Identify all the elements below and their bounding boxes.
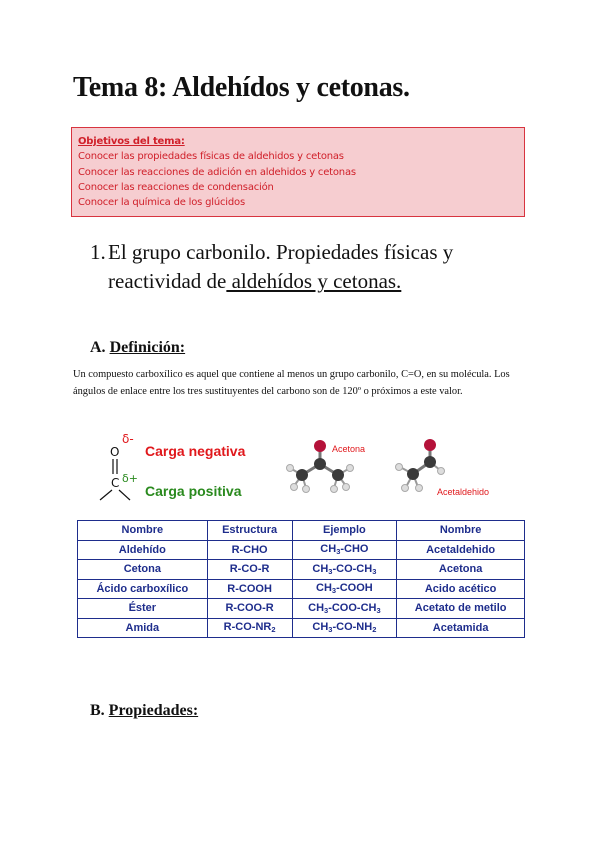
formula-subscript: 3 (324, 605, 329, 615)
formula-part: R-COO-R (225, 602, 274, 615)
table-header-row (78, 521, 525, 541)
name-cell: Ácido carboxílico (78, 579, 208, 599)
formula-subscript: 3 (336, 547, 341, 557)
objective-item: Conocer las reacciones de adición en aldehidos y cetonas (78, 166, 356, 178)
formula-part: -CO-CH (332, 562, 373, 575)
section-1-line-2 (108, 267, 401, 296)
formula-part: R-CO-R (229, 563, 270, 576)
formula-part: R-COOH (227, 582, 272, 595)
example-name-cell: Acetamida (397, 618, 525, 638)
section-1-line-2-prefix: reactividad de (108, 269, 227, 293)
objectives-box (71, 127, 525, 217)
objectives-heading: Objetivos del tema: (78, 136, 185, 147)
section-1-number: 1. (90, 240, 106, 264)
table-row (78, 618, 525, 638)
formula-part: CH (308, 601, 325, 614)
example-cell (292, 560, 397, 580)
formula-part: R-CO-NR (223, 621, 272, 634)
example-cell (292, 579, 397, 599)
acetone-label: Acetona (332, 444, 366, 454)
column-header: Nombre (78, 521, 208, 541)
formula-part: -CO-NH (332, 621, 373, 634)
objective-item: Conocer las propiedades físicas de aldehidos y cetonas (78, 151, 344, 163)
formula-subscript: 2 (372, 625, 377, 635)
delta-plus-label: δ+ (122, 472, 138, 485)
formula-subscript: 3 (372, 566, 377, 576)
carbon-label: C (111, 476, 120, 490)
single-bond-left (100, 490, 112, 500)
name-cell: Éster (78, 599, 208, 619)
formula-subscript: 3 (376, 605, 381, 615)
formula-part: CH (316, 582, 332, 595)
page-title: Tema 8: Aldehídos y cetonas. (73, 72, 410, 103)
formula-part: -COO-CH (328, 601, 377, 614)
formula-part: CH (320, 543, 337, 556)
table-row (78, 540, 525, 560)
section-b-heading (90, 702, 198, 720)
structure-cell (207, 618, 292, 638)
section-a-heading (90, 339, 185, 357)
carbonyl-diagram (80, 430, 540, 510)
section-a-letter: A. (90, 339, 106, 356)
table-row (78, 560, 525, 580)
table-row (78, 599, 525, 619)
section-1-line-1: El grupo carbonilo. Propiedades físicas y (108, 240, 454, 264)
formula-subscript: 2 (271, 625, 276, 635)
section-a-title: Definición: (109, 339, 186, 356)
table-row (78, 579, 525, 599)
functional-groups-table (77, 520, 525, 638)
negative-charge-label: Carga negativa (145, 443, 246, 459)
example-name-cell: Acetaldehido (397, 540, 525, 560)
example-cell (292, 618, 397, 638)
formula-part: -CHO (340, 543, 369, 556)
delta-minus-label: δ- (122, 432, 134, 446)
name-cell: Amida (78, 618, 208, 638)
formula-part: R-CHO (231, 543, 268, 556)
structure-cell (207, 560, 292, 580)
objective-item: Conocer las reacciones de condensación (78, 181, 274, 193)
formula-subscript: 3 (328, 625, 333, 635)
acetaldehyde-model-image (396, 439, 445, 492)
oxygen-label: O (110, 445, 120, 459)
structure-cell (207, 599, 292, 619)
column-header: Nombre (397, 521, 525, 541)
formula-subscript: 3 (328, 566, 333, 576)
name-cell: Aldehído (78, 540, 208, 560)
section-1-line-2-underlined: aldehídos y cetonas. (226, 269, 402, 293)
section-b-title: Propiedades: (108, 702, 199, 719)
formula-part: -COOH (336, 582, 373, 595)
column-header: Estructura (207, 521, 292, 541)
example-cell (292, 599, 397, 619)
structure-cell (207, 540, 292, 560)
definition-paragraph: Un compuesto carboxílico es aquel que contiene al menos un grupo carbonilo, C=O, en su molécula. Los ángulos de enlace entre los tres sustituyentes del carbono son de 120º o próximos a este valor. (73, 369, 510, 397)
formula-subscript: 3 (331, 586, 337, 596)
section-b-letter: B. (90, 702, 105, 719)
objective-item: Conocer la química de los glúcidos (78, 197, 245, 209)
example-name-cell: Acido acético (397, 579, 525, 599)
formula-part: CH (312, 621, 329, 634)
name-cell: Cetona (78, 560, 208, 580)
single-bond-right (119, 490, 130, 500)
example-cell (292, 540, 397, 560)
example-name-cell: Acetato de metilo (397, 599, 525, 619)
example-name-cell: Acetona (397, 560, 525, 580)
acetaldehyde-label: Acetaldehido (437, 487, 490, 497)
positive-charge-label: Carga positiva (145, 483, 242, 499)
column-header: Ejemplo (292, 521, 397, 541)
structure-cell (207, 579, 292, 599)
formula-part: CH (312, 562, 329, 575)
